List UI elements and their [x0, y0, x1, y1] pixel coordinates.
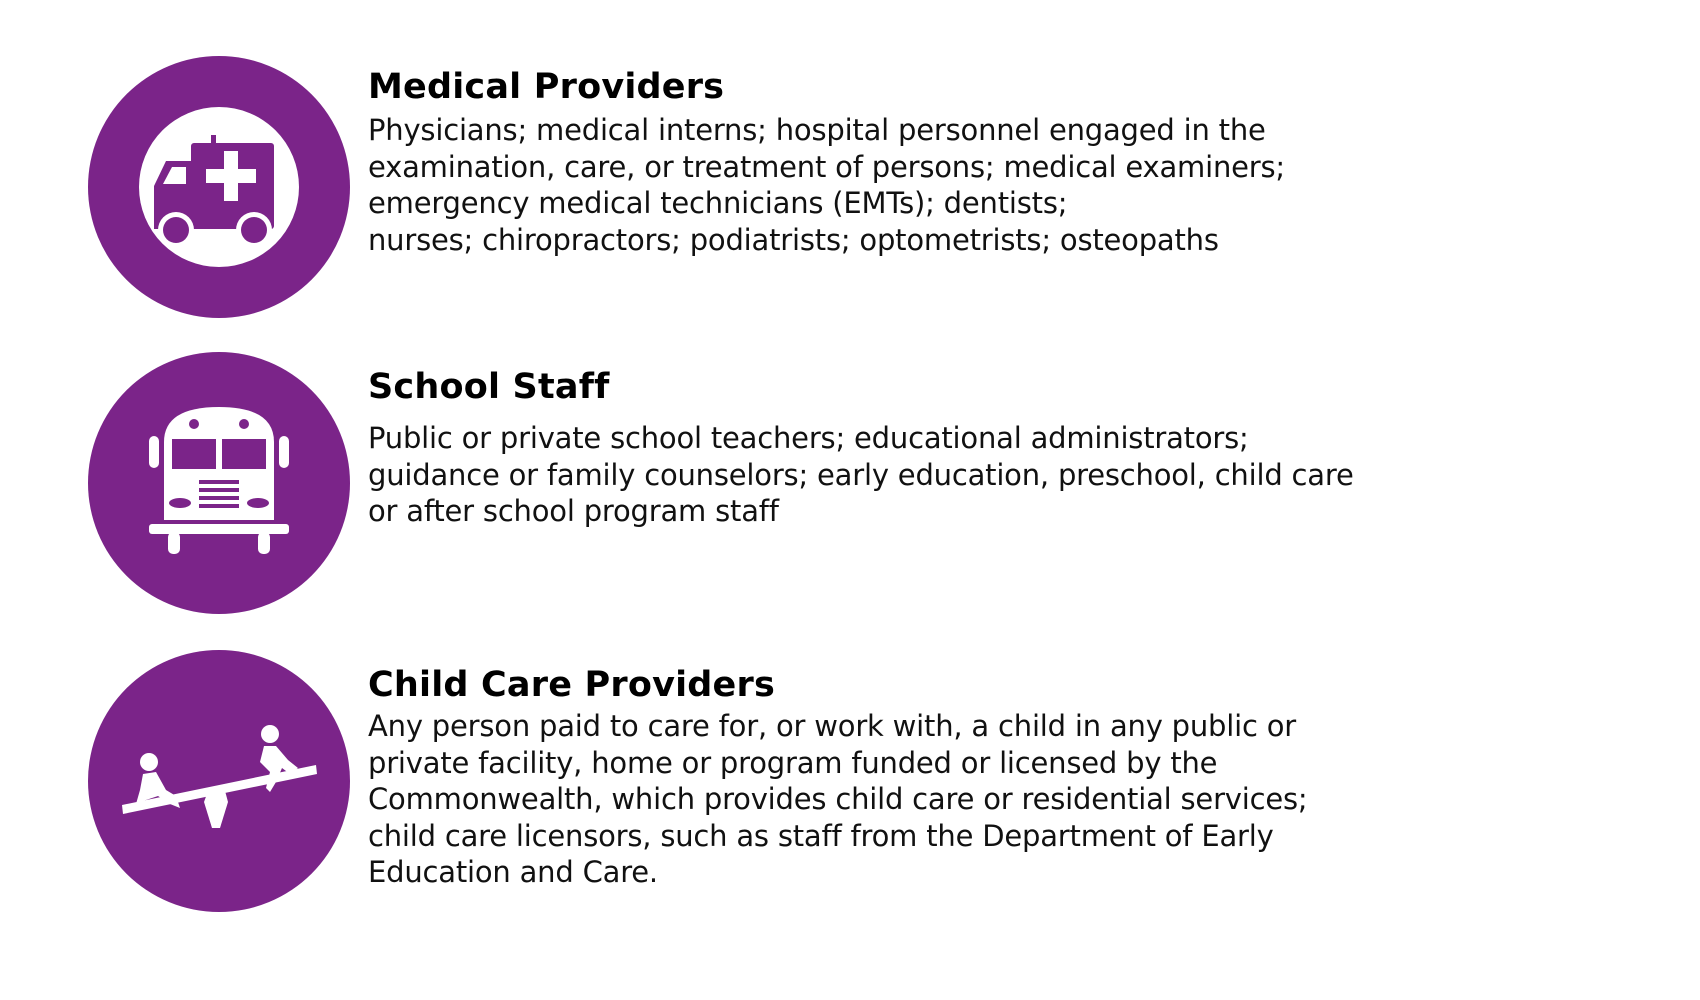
school-bus-icon	[88, 352, 350, 614]
section-school-staff	[88, 352, 1648, 614]
medical-providers-text	[368, 66, 1628, 258]
section-medical-providers	[88, 56, 1648, 318]
section-description: Public or private school teachers; educational administrators; guidance or family counselors; early education, preschool, child care or after school program staff	[368, 421, 1354, 528]
section-title: Child Care Providers	[368, 665, 775, 705]
section-description: Physicians; medical interns; hospital personnel engaged in the examination, care, or treatment of persons; medical examiners; emergency medical technicians (EMTs); dentists; nurses; chiropractors; podiatrists; optometrists; osteopaths	[368, 113, 1285, 257]
ambulance-icon	[88, 56, 350, 318]
section-title: Medical Providers	[368, 67, 725, 107]
seesaw-icon	[88, 650, 350, 912]
section-title: School Staff	[368, 367, 610, 407]
child-care-providers-text	[368, 664, 1628, 891]
section-description: Any person paid to care for, or work with, a child in any public or private facility, home or program funded or licensed by the Commonwealth, which provides child care or residential services; child care licensors, such as staff from the Department of Early Education and Care.	[368, 709, 1308, 889]
section-child-care-providers	[88, 650, 1648, 912]
school-staff-text	[368, 366, 1628, 530]
